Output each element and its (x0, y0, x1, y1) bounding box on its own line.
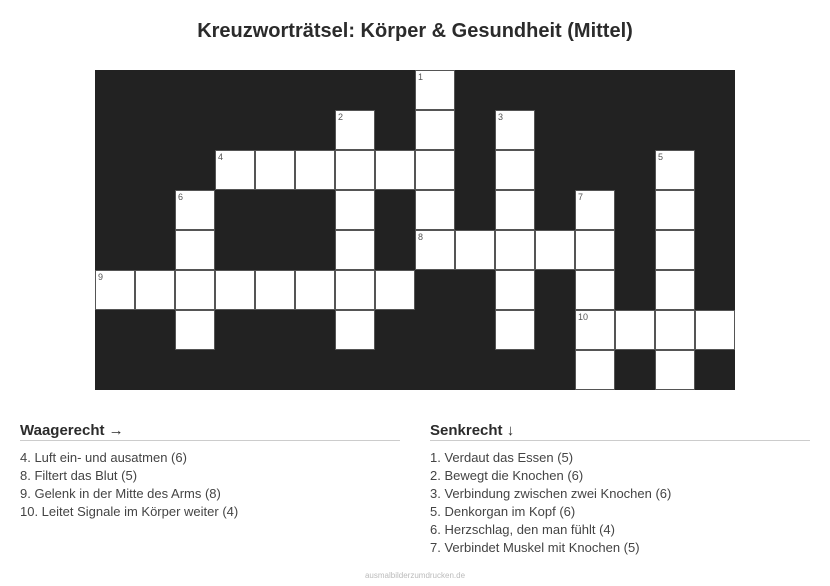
grid-cell[interactable] (575, 310, 615, 350)
grid-cell[interactable] (415, 190, 455, 230)
grid-block (335, 350, 375, 390)
grid-block (175, 110, 215, 150)
grid-block (695, 110, 735, 150)
grid-cell[interactable] (335, 270, 375, 310)
grid-block (415, 310, 455, 350)
grid-block (95, 70, 135, 110)
grid-block (615, 150, 655, 190)
grid-block (135, 350, 175, 390)
grid-block (95, 350, 135, 390)
grid-block (455, 190, 495, 230)
grid-block (695, 150, 735, 190)
across-clue: 4. Luft ein- und ausatmen (6) (20, 450, 187, 465)
across-clue: 8. Filtert das Blut (5) (20, 468, 138, 483)
grid-block (615, 350, 655, 390)
grid-cell[interactable] (495, 310, 535, 350)
page-title: Kreuzworträtsel: Körper & Gesundheit (Mittel) (197, 20, 633, 42)
grid-block (215, 230, 255, 270)
grid-block (535, 190, 575, 230)
grid-block (135, 190, 175, 230)
grid-block (375, 70, 415, 110)
grid-block (615, 190, 655, 230)
grid-block (455, 270, 495, 310)
grid-block (95, 230, 135, 270)
grid-cell[interactable] (215, 270, 255, 310)
grid-block (295, 350, 335, 390)
clue-number: 2 (338, 112, 344, 122)
grid-block (335, 70, 375, 110)
grid-block (535, 350, 575, 390)
clue-number: 9 (98, 272, 104, 282)
grid-block (695, 230, 735, 270)
grid-block (135, 110, 175, 150)
grid-cell[interactable] (455, 230, 495, 270)
grid-block (175, 70, 215, 110)
grid-cell[interactable] (335, 310, 375, 350)
grid-block (695, 190, 735, 230)
grid-block (615, 70, 655, 110)
clue-number: 1 (418, 72, 424, 82)
grid-cell[interactable] (575, 270, 615, 310)
grid-cell[interactable] (415, 230, 455, 270)
crossword-grid (95, 70, 735, 390)
grid-cell[interactable] (495, 270, 535, 310)
grid-block (215, 70, 255, 110)
grid-cell[interactable] (655, 190, 695, 230)
grid-cell[interactable] (575, 230, 615, 270)
grid-block (615, 230, 655, 270)
grid-cell[interactable] (495, 110, 535, 150)
grid-block (215, 310, 255, 350)
clue-number: 10 (578, 312, 589, 322)
across-clue: 9. Gelenk in der Mitte des Arms (8) (20, 486, 221, 501)
grid-block (295, 230, 335, 270)
grid-block (375, 350, 415, 390)
grid-block (135, 150, 175, 190)
footer-source: ausmalbilderzumdrucken.de (364, 571, 466, 580)
grid-block (575, 110, 615, 150)
grid-block (375, 230, 415, 270)
grid-cell[interactable] (495, 230, 535, 270)
grid-block (575, 150, 615, 190)
grid-cell[interactable] (415, 150, 455, 190)
grid-block (535, 310, 575, 350)
clue-number: 7 (578, 192, 584, 202)
grid-cell[interactable] (415, 70, 455, 110)
grid-block (175, 350, 215, 390)
grid-cell[interactable] (175, 230, 215, 270)
grid-block (455, 110, 495, 150)
grid-cell[interactable] (295, 270, 335, 310)
grid-block (375, 110, 415, 150)
down-clue: 5. Denkorgan im Kopf (6) (430, 504, 576, 519)
grid-block (535, 70, 575, 110)
grid-block (455, 310, 495, 350)
grid-block (455, 70, 495, 110)
grid-block (655, 110, 695, 150)
down-clue: 3. Verbindung zwischen zwei Knochen (6) (430, 486, 672, 501)
grid-block (575, 70, 615, 110)
across-heading: Waagerecht → (20, 422, 400, 441)
grid-cell[interactable] (655, 350, 695, 390)
grid-cell[interactable] (295, 150, 335, 190)
clue-number: 4 (218, 152, 224, 162)
grid-block (615, 110, 655, 150)
grid-cell[interactable] (575, 190, 615, 230)
grid-block (415, 350, 455, 390)
grid-cell[interactable] (375, 270, 415, 310)
grid-block (175, 150, 215, 190)
grid-cell[interactable] (575, 350, 615, 390)
down-clue: 6. Herzschlag, den man fühlt (4) (430, 522, 615, 537)
grid-cell[interactable] (175, 190, 215, 230)
grid-block (535, 270, 575, 310)
across-clue: 10. Leitet Signale im Körper weiter (4) (20, 504, 239, 519)
grid-block (695, 270, 735, 310)
grid-cell[interactable] (495, 190, 535, 230)
grid-cell[interactable] (655, 310, 695, 350)
grid-cell[interactable] (255, 150, 295, 190)
grid-block (295, 190, 335, 230)
grid-cell[interactable] (255, 270, 295, 310)
grid-block (255, 70, 295, 110)
grid-block (495, 70, 535, 110)
clue-number: 6 (178, 192, 184, 202)
grid-block (215, 110, 255, 150)
grid-block (615, 270, 655, 310)
grid-block (135, 230, 175, 270)
grid-block (495, 350, 535, 390)
grid-cell[interactable] (95, 270, 135, 310)
grid-cell[interactable] (655, 150, 695, 190)
clue-number: 8 (418, 232, 424, 242)
grid-cell[interactable] (655, 270, 695, 310)
grid-cell[interactable] (175, 270, 215, 310)
grid-cell[interactable] (415, 110, 455, 150)
grid-cell[interactable] (615, 310, 655, 350)
grid-cell[interactable] (135, 270, 175, 310)
grid-cell[interactable] (175, 310, 215, 350)
down-clue: 2. Bewegt die Knochen (6) (430, 468, 584, 483)
grid-cell[interactable] (695, 310, 735, 350)
grid-cell[interactable] (215, 150, 255, 190)
grid-block (215, 350, 255, 390)
down-clues (430, 422, 810, 557)
grid-block (215, 190, 255, 230)
grid-block (95, 310, 135, 350)
grid-cell[interactable] (335, 110, 375, 150)
grid-block (375, 190, 415, 230)
grid-block (95, 110, 135, 150)
grid-block (255, 350, 295, 390)
grid-cell[interactable] (335, 230, 375, 270)
grid-block (95, 190, 135, 230)
grid-cell[interactable] (335, 150, 375, 190)
down-heading: Senkrecht ↓ (430, 422, 810, 441)
grid-block (535, 150, 575, 190)
grid-block (695, 350, 735, 390)
grid-block (255, 230, 295, 270)
grid-block (375, 310, 415, 350)
clue-number: 3 (498, 112, 504, 122)
grid-cell[interactable] (335, 190, 375, 230)
grid-block (455, 350, 495, 390)
grid-block (295, 110, 335, 150)
grid-block (135, 310, 175, 350)
grid-block (135, 70, 175, 110)
grid-block (95, 150, 135, 190)
clue-number: 5 (658, 152, 664, 162)
grid-cell[interactable] (375, 150, 415, 190)
grid-cell[interactable] (535, 230, 575, 270)
grid-block (695, 70, 735, 110)
down-clue: 7. Verbindet Muskel mit Knochen (5) (430, 540, 640, 555)
grid-block (255, 190, 295, 230)
grid-block (455, 150, 495, 190)
grid-block (655, 70, 695, 110)
grid-block (295, 70, 335, 110)
grid-block (415, 270, 455, 310)
grid-block (255, 310, 295, 350)
grid-cell[interactable] (655, 230, 695, 270)
across-clues (20, 422, 400, 521)
grid-block (535, 110, 575, 150)
grid-cell[interactable] (495, 150, 535, 190)
down-clue: 1. Verdaut das Essen (5) (430, 450, 574, 465)
grid-block (295, 310, 335, 350)
grid-block (255, 110, 295, 150)
